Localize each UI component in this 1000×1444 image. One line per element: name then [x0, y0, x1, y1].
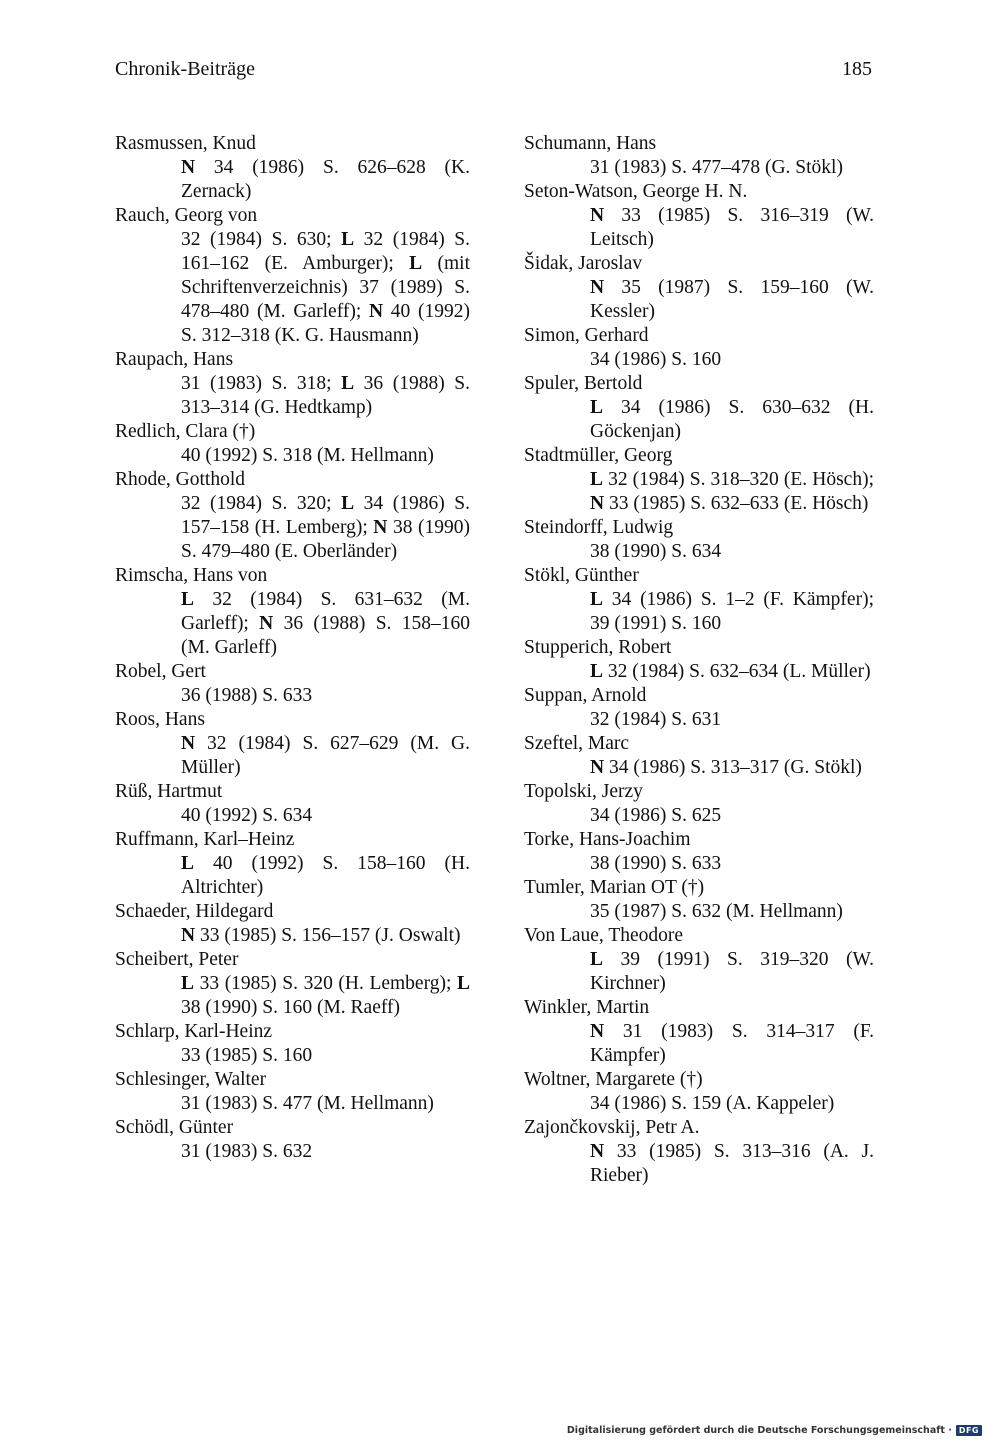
- entry-name: Schumann, Hans: [524, 133, 657, 154]
- reference-text: 34 (1986) S. 625: [590, 805, 722, 826]
- reference-text: 34 (1986) S. 630–632 (H. Göckenjan): [590, 397, 874, 442]
- reference-text: (mit Schriftenverzeichnis) 37 (1989) S. 478–480 (M. Garleff);: [181, 253, 471, 322]
- entry-references: [115, 684, 470, 708]
- reference-text: 32 (1984) S. 632–634 (L. Müller): [603, 661, 871, 682]
- entry-name: Raupach, Hans: [115, 349, 234, 370]
- entry-name: Stupperich, Robert: [524, 637, 672, 658]
- index-entry: [524, 924, 874, 996]
- reference-text: 35 (1987) S. 632 (M. Hellmann): [590, 901, 843, 922]
- index-entry: [115, 660, 470, 708]
- type-marker: N: [590, 205, 605, 226]
- entry-references: [115, 852, 470, 900]
- index-entry: [524, 780, 874, 828]
- index-entry: [524, 372, 874, 444]
- reference-text: 33 (1985) S. 316–319 (W. Leitsch): [590, 205, 874, 250]
- reference-text: 33 (1985) S. 313–316 (A. J. Rieber): [590, 1141, 874, 1186]
- reference-text: 32 (1984) S. 318–320 (E. Hösch);: [603, 469, 874, 490]
- entry-references: [524, 1140, 874, 1188]
- entry-references: [524, 660, 874, 684]
- index-entry: [524, 1068, 874, 1116]
- type-marker: L: [181, 589, 195, 610]
- entry-name: Scheibert, Peter: [115, 949, 239, 970]
- type-marker: N: [181, 925, 196, 946]
- index-entry: [115, 780, 470, 828]
- index-entry: [115, 468, 470, 564]
- entry-name: Rüß, Hartmut: [115, 781, 223, 802]
- entry-references: [115, 972, 470, 1020]
- type-marker: N: [590, 277, 605, 298]
- index-entry: [524, 324, 874, 372]
- entry-name: Suppan, Arnold: [524, 685, 647, 706]
- right-column: [524, 132, 874, 1188]
- index-entry: [115, 900, 470, 948]
- entry-references: [115, 1044, 470, 1068]
- reference-text: 39 (1991) S. 319–320 (W. Kirchner): [590, 949, 874, 994]
- entry-references: [524, 1092, 874, 1116]
- entry-references: [115, 1140, 470, 1164]
- reference-text: 40 (1992) S. 312–318 (K. G. Hausmann): [181, 301, 470, 346]
- reference-text: 32 (1984) S. 630;: [181, 229, 342, 250]
- entry-references: [524, 852, 874, 876]
- entry-name: Schaeder, Hildegard: [115, 901, 274, 922]
- type-marker: L: [341, 373, 355, 394]
- left-column: [115, 132, 470, 1164]
- entry-name: Torke, Hans-Joachim: [524, 829, 691, 850]
- entry-references: [524, 1020, 874, 1068]
- index-entry: [524, 732, 874, 780]
- entry-references: [115, 372, 470, 420]
- page-header: [115, 58, 872, 86]
- entry-name: Steindorff, Ludwig: [524, 517, 674, 538]
- entry-name: Seton-Watson, George H. N.: [524, 181, 748, 202]
- footer: [567, 1425, 982, 1436]
- reference-text: 33 (1985) S. 160: [181, 1045, 313, 1066]
- type-marker: L: [341, 493, 355, 514]
- type-marker: N: [181, 733, 196, 754]
- entry-references: [524, 804, 874, 828]
- entry-references: [524, 348, 874, 372]
- entry-references: [115, 1092, 470, 1116]
- reference-text: 32 (1984) S. 631: [590, 709, 722, 730]
- entry-references: [115, 444, 470, 468]
- type-marker: L: [341, 229, 355, 250]
- reference-text: 34 (1986) S. 160: [590, 349, 722, 370]
- entry-name: Robel, Gert: [115, 661, 206, 682]
- index-entry: [524, 996, 874, 1068]
- type-marker: L: [456, 973, 470, 994]
- reference-text: 32 (1984) S. 161–162 (E. Amburger);: [181, 229, 470, 274]
- index-entry: [524, 1116, 874, 1188]
- reference-text: 34 (1986) S. 626–628 (K. Zernack): [181, 157, 470, 202]
- type-marker: L: [590, 949, 604, 970]
- reference-text: 38 (1990) S. 634: [590, 541, 722, 562]
- type-marker: N: [590, 493, 605, 514]
- reference-text: 38 (1990) S. 633: [590, 853, 722, 874]
- reference-text: 34 (1986) S. 313–317 (G. Stökl): [604, 757, 862, 778]
- index-entry: [524, 636, 874, 684]
- type-marker: N: [590, 1141, 605, 1162]
- reference-text: 34 (1986) S. 157–158 (H. Lemberg);: [181, 493, 470, 538]
- entry-name: Zajončkovskij, Petr A.: [524, 1117, 700, 1138]
- index-entry: [524, 876, 874, 924]
- index-entry: [524, 132, 874, 180]
- index-entry: [524, 516, 874, 564]
- entry-references: [115, 804, 470, 828]
- entry-references: [115, 732, 470, 780]
- index-entry: [115, 1116, 470, 1164]
- entry-name: Rauch, Georg von: [115, 205, 258, 226]
- entry-name: Stadtmüller, Georg: [524, 445, 673, 466]
- type-marker: L: [590, 661, 604, 682]
- entry-references: [524, 396, 874, 444]
- type-marker: L: [590, 397, 604, 418]
- entry-references: [524, 948, 874, 996]
- index-entry: [115, 1020, 470, 1068]
- reference-text: 31 (1983) S. 477 (M. Hellmann): [181, 1093, 434, 1114]
- reference-text: 32 (1984) S. 631–632 (M. Garleff);: [181, 589, 470, 634]
- type-marker: L: [590, 589, 604, 610]
- reference-text: 31 (1983) S. 318;: [181, 373, 342, 394]
- type-marker: L: [590, 469, 604, 490]
- entry-references: [524, 468, 874, 516]
- entry-references: [524, 276, 874, 324]
- reference-text: 31 (1983) S. 314–317 (F. Kämpfer): [590, 1021, 874, 1066]
- type-marker: L: [181, 853, 195, 874]
- entry-references: [524, 900, 874, 924]
- index-entry: [115, 132, 470, 204]
- reference-text: 40 (1992) S. 634: [181, 805, 313, 826]
- entry-references: [524, 708, 874, 732]
- index-entry: [115, 708, 470, 780]
- entry-name: Schlarp, Karl-Heinz: [115, 1021, 273, 1042]
- index-entry: [524, 564, 874, 636]
- entry-name: Roos, Hans: [115, 709, 205, 730]
- type-marker: N: [373, 517, 388, 538]
- reference-text: 33 (1985) S. 156–157 (J. Oswalt): [195, 925, 461, 946]
- entry-references: [524, 540, 874, 564]
- index-entry: [115, 1068, 470, 1116]
- entry-references: [115, 924, 470, 948]
- index-entry: [115, 948, 470, 1020]
- entry-name: Schödl, Günter: [115, 1117, 234, 1138]
- footer-text: Digitalisierung gefördert durch die Deutsche Forschungsgemeinschaft ·: [566, 1425, 952, 1436]
- reference-text: 40 (1992) S. 318 (M. Hellmann): [181, 445, 434, 466]
- type-marker: L: [409, 253, 423, 274]
- entry-name: Schlesinger, Walter: [115, 1069, 267, 1090]
- type-marker: N: [590, 757, 605, 778]
- entry-name: Spuler, Bertold: [524, 373, 643, 394]
- entry-references: [524, 588, 874, 636]
- reference-text: 35 (1987) S. 159–160 (W. Kessler): [590, 277, 874, 322]
- entry-references: [524, 204, 874, 252]
- entry-references: [524, 756, 874, 780]
- index-entry: [524, 180, 874, 252]
- entry-name: Winkler, Martin: [524, 997, 650, 1018]
- index-entry: [115, 564, 470, 660]
- entry-references: [524, 156, 874, 180]
- entry-name: Stökl, Günther: [524, 565, 639, 586]
- index-entry: [115, 420, 470, 468]
- reference-text: 33 (1985) S. 320 (H. Lemberg);: [194, 973, 457, 994]
- reference-text: 36 (1988) S. 158–160 (M. Garleff): [181, 613, 470, 658]
- entry-name: Topolski, Jerzy: [524, 781, 643, 802]
- reference-text: 38 (1990) S. 479–480 (E. Oberländer): [181, 517, 470, 562]
- index-entry: [115, 828, 470, 900]
- reference-text: 40 (1992) S. 158–160 (H. Altrichter): [181, 853, 470, 898]
- reference-text: 33 (1985) S. 632–633 (E. Hösch): [604, 493, 869, 514]
- type-marker: N: [590, 1021, 605, 1042]
- entry-name: Von Laue, Theodore: [524, 925, 684, 946]
- entry-references: [115, 492, 470, 564]
- type-marker: N: [368, 301, 384, 322]
- index-entry: [524, 444, 874, 516]
- entry-name: Rimscha, Hans von: [115, 565, 268, 586]
- dfg-logo: DFG: [956, 1425, 982, 1436]
- entry-name: Redlich, Clara (†): [115, 421, 256, 442]
- page-number: 185: [842, 58, 872, 80]
- entry-name: Ruffmann, Karl–Heinz: [115, 829, 295, 850]
- type-marker: N: [181, 157, 196, 178]
- reference-text: 34 (1986) S. 1–2 (F. Kämpfer); 39 (1991) S. 160: [590, 589, 874, 634]
- index-entry: [524, 828, 874, 876]
- running-title: Chronik-Beiträge: [115, 58, 255, 80]
- reference-text: 31 (1983) S. 477–478 (G. Stökl): [590, 157, 843, 178]
- entry-name: Tumler, Marian OT (†): [524, 877, 705, 898]
- reference-text: 34 (1986) S. 159 (A. Kappeler): [590, 1093, 835, 1114]
- entry-references: [115, 588, 470, 660]
- entry-name: Šidak, Jaroslav: [524, 253, 643, 274]
- reference-text: 38 (1990) S. 160 (M. Raeff): [181, 997, 400, 1018]
- entry-name: Simon, Gerhard: [524, 325, 649, 346]
- reference-text: 32 (1984) S. 627–629 (M. G. Müller): [181, 733, 470, 778]
- type-marker: L: [181, 973, 195, 994]
- reference-text: 32 (1984) S. 320;: [181, 493, 342, 514]
- index-entry: [524, 684, 874, 732]
- reference-text: 36 (1988) S. 633: [181, 685, 313, 706]
- entry-references: [115, 228, 470, 348]
- entry-name: Rhode, Gotthold: [115, 469, 245, 490]
- entry-references: [115, 156, 470, 204]
- reference-text: 31 (1983) S. 632: [181, 1141, 313, 1162]
- entry-name: Szeftel, Marc: [524, 733, 630, 754]
- reference-text: 36 (1988) S. 313–314 (G. Hedtkamp): [181, 373, 470, 418]
- type-marker: N: [259, 613, 274, 634]
- index-entry: [524, 252, 874, 324]
- entry-name: Rasmussen, Knud: [115, 133, 256, 154]
- index-entry: [115, 204, 470, 348]
- index-entry: [115, 348, 470, 420]
- entry-name: Woltner, Margarete (†): [524, 1069, 703, 1090]
